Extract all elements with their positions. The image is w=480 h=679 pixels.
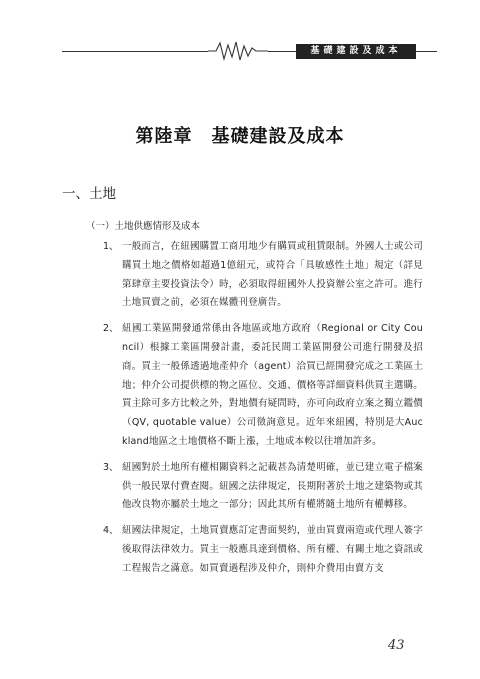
subsection-title: （一）土地供應情形及成本 [86,221,201,232]
list-item [103,459,423,515]
running-title: 基礎建設及成本 [296,44,416,59]
section-title: 一、土地 [62,186,116,202]
item-number: 3、 [103,461,119,473]
list-item [103,320,423,452]
numbered-list [103,238,423,586]
item-number: 4、 [103,525,119,537]
item-number: 2、 [103,323,119,335]
item-number: 1、 [103,241,119,252]
page-number: 43 [388,638,405,653]
pulse-wave-icon [208,40,268,62]
item-text: 紐國法律規定，土地買賣應訂定書面契約，並由買賣兩造或代理人簽字後取得法律效力。買主一般應具達到價格、所有權、有關土地之資訊或工程報告之滿意。如買賣過程涉及仲介，則仲介費用由賣方支 [122,525,423,574]
item-text: 一般而言，在紐國購置工商用地少有購買或租賃限制。外國人士或公司購買土地之價格如超過1億紐元，或符合「具敏感性土地」規定（詳見第肆章主要投資法令）時，必須取得紐國外人投資辦公室之許可。進行土地買賣之前，必須在媒體刊登廣告。 [122,241,423,309]
list-item [103,238,423,313]
list-item [103,522,423,578]
chapter-title: 第陸章 基礎建設及成本 [135,126,345,147]
item-text: 紐國對於土地所有權相關資料之記載甚為清楚明確，並已建立電子檔案供一般民眾付費查閱。紐國之法律規定，長期附著於土地之建築物或其他改良物亦屬於土地之一部分；因此其所有權將隨土地所有權轉移。 [122,461,423,511]
item-text: 紐國工業區開發通常係由各地區或地方政府（Regional or City Council）根據工業區開發計畫，委託民間工業區開發公司進行開發及招商。買主一般係透過地產仲介（agent）洽買已經開發完成之工業區土地；仲介公司提供標的物之區位、交通、價格等詳細資料供買主選購。買主除可多方比較之外，對地價有疑問時，亦可向政府立案之獨立鑑價（QV, quotable value）公司徵詢意見。近年來紐國，特別是大Auckland地區之土地價格不斷上漲，土地成本較以往增加許多。 [122,323,423,447]
